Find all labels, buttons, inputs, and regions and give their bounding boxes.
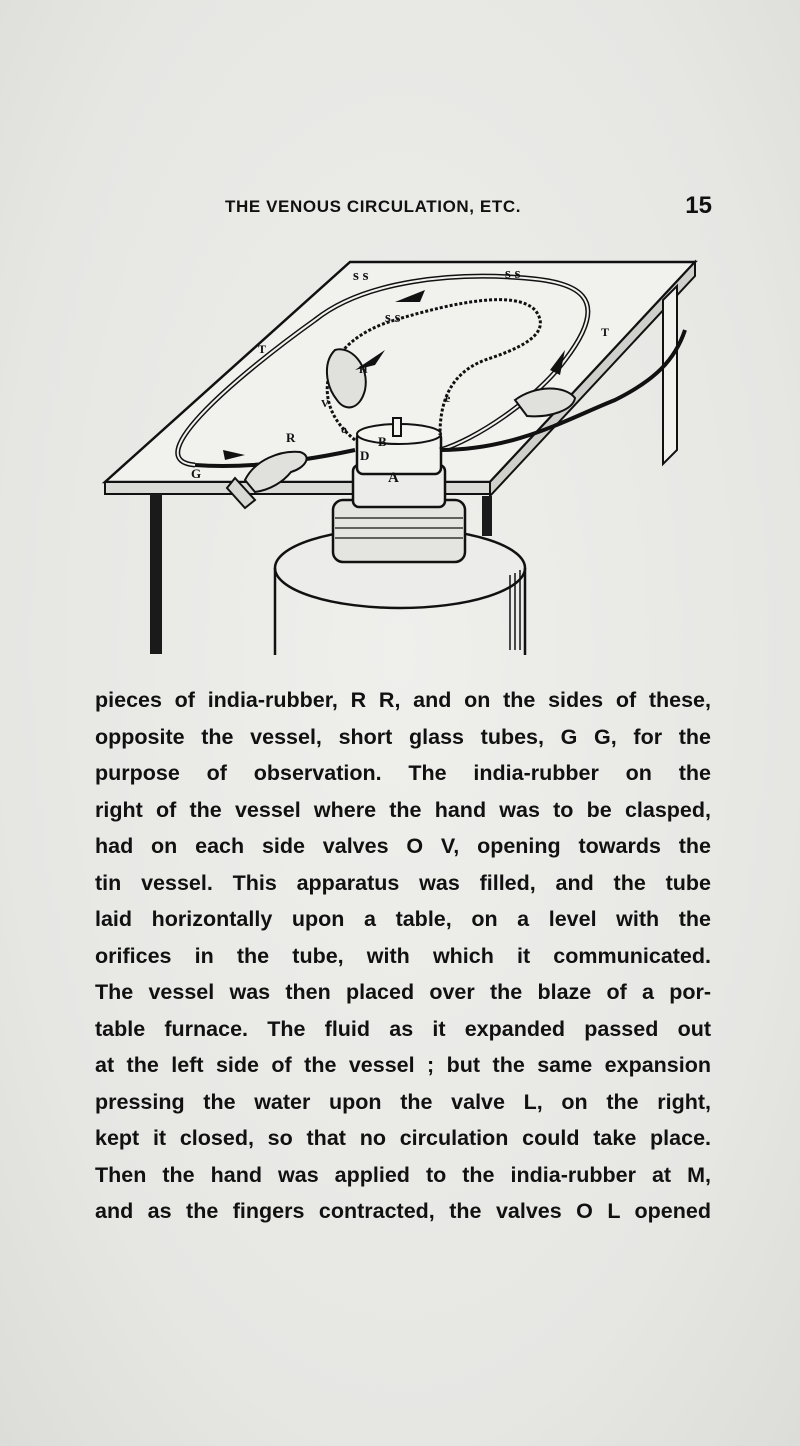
text-line: The vessel was then placed over the blaze of a por- <box>95 980 711 1004</box>
text-line: laid horizontally upon a table, on a level with the <box>95 907 711 931</box>
running-header <box>225 193 712 223</box>
text-line: table furnace. The fluid as it expanded passed out <box>95 1016 711 1041</box>
label-s-top-left: s s <box>353 268 369 284</box>
apparatus-drawing <box>95 250 705 670</box>
label-b: B <box>378 434 387 449</box>
label-e: e <box>445 391 451 405</box>
text-line: and as the fingers contracted, the valves O L opened <box>95 1199 711 1223</box>
label-a: A <box>388 470 399 486</box>
table-leg-left <box>150 494 162 654</box>
text-line: pressing the water upon the valve L, on the right, <box>95 1089 711 1114</box>
apparatus-illustration <box>95 250 705 670</box>
page-number: 15 <box>685 192 712 219</box>
vessel-handle <box>393 418 401 436</box>
header-title: THE VENOUS CIRCULATION, ETC. <box>225 197 522 216</box>
label-h: H <box>359 364 368 376</box>
label-o: o <box>341 422 347 436</box>
body-paragraph <box>95 682 711 1230</box>
text-line: tin vessel. This apparatus was filled, and the tube <box>95 870 711 895</box>
label-r: R <box>286 430 296 445</box>
text-line: at the left side of the vessel ; but the same expansion <box>95 1053 711 1077</box>
text-line: purpose of observation. The india-rubber on the <box>95 761 711 785</box>
text-line: pieces of india-rubber, R R, and on the sides of these, <box>95 688 711 712</box>
label-t-right: T <box>601 325 610 339</box>
label-d: D <box>360 448 370 463</box>
vessel-base-tier <box>333 500 465 562</box>
label-s-top-right: s s <box>505 266 521 282</box>
label-v: V <box>321 398 329 410</box>
text-line: right of the vessel where the hand was to be clasped, <box>95 797 711 822</box>
text-line: orifices in the tube, with which it communicated. <box>95 943 711 968</box>
label-s-mid: s s <box>385 310 401 326</box>
text-line: opposite the vessel, short glass tubes, G G, for the <box>95 724 711 749</box>
text-line: kept it closed, so that no circulation could take place. <box>95 1126 711 1150</box>
table-leg-right <box>663 286 677 464</box>
text-line: had on each side valves O V, opening towards the <box>95 834 711 858</box>
text-line: Then the hand was applied to the india-rubber at M, <box>95 1162 711 1187</box>
table-leg-mid <box>482 496 492 536</box>
label-g: G <box>191 466 202 481</box>
label-t-left: T <box>258 342 267 356</box>
